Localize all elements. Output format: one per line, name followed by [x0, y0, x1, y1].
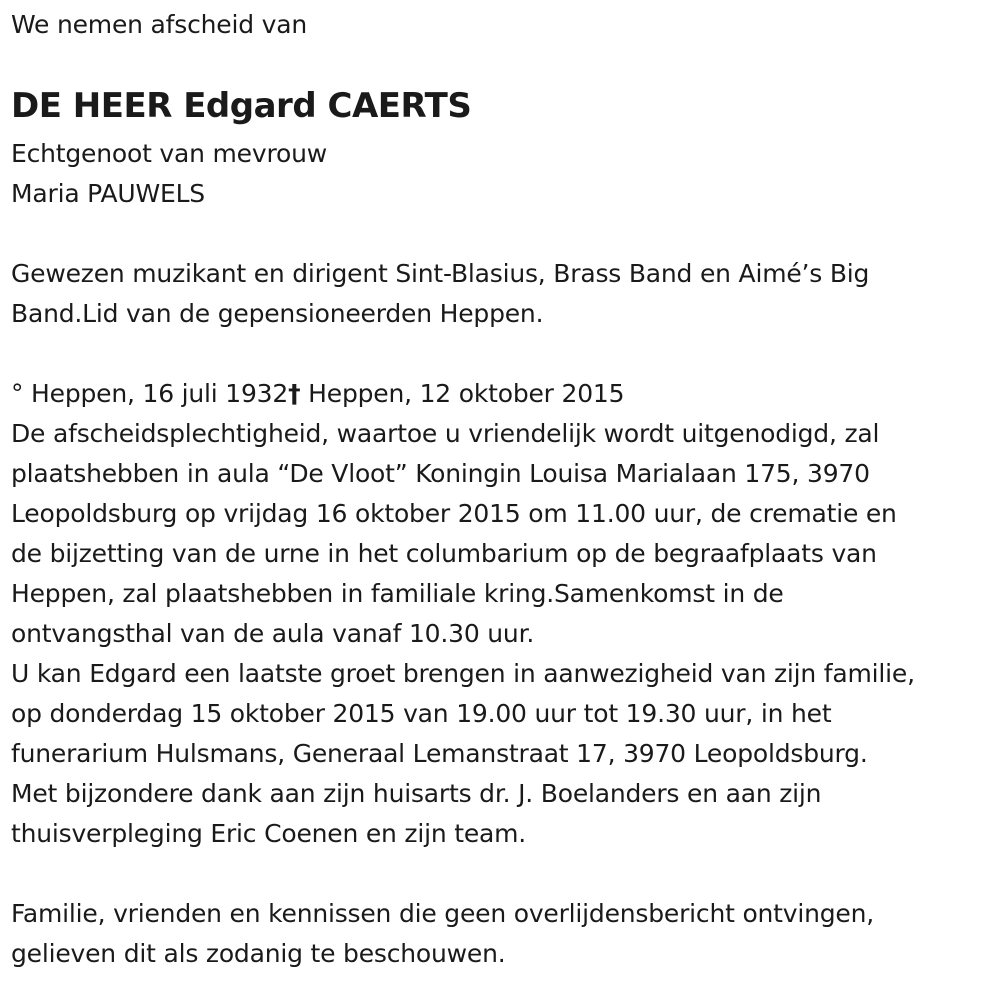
- ceremony-line: plaatshebben in aula “De Vloot” Koningin Louisa Marialaan 175, 3970: [11, 459, 870, 488]
- ceremony-line: De afscheidsplechtigheid, waartoe u vriendelijk wordt uitgenodigd, zal: [11, 419, 880, 448]
- intro-text: We nemen afscheid van: [11, 10, 307, 39]
- ceremony-line: Leopoldsburg op vrijdag 16 oktober 2015 om 11.00 uur, de crematie en: [11, 499, 897, 528]
- spouse-line-2: Maria PAUWELS: [11, 179, 205, 208]
- ceremony-line: ontvangsthal van de aula vanaf 10.30 uur.: [11, 619, 535, 648]
- ceremony-line: de bijzetting van de urne in het columbarium op de begraafplaats van: [11, 539, 877, 568]
- ceremony-line: funerarium Hulsmans, Generaal Lemanstraat 17, 3970 Leopoldsburg.: [11, 739, 868, 768]
- birth-text: ° Heppen, 16 juli 1932: [11, 379, 289, 408]
- spouse-line-1: Echtgenoot van mevrouw: [11, 139, 327, 168]
- ceremony-line: Met bijzondere dank aan zijn huisarts dr. J. Boelanders en aan zijn: [11, 779, 822, 808]
- closing-line-1: Familie, vrienden en kennissen die geen overlijdensbericht ontvingen,: [11, 899, 875, 928]
- death-text: Heppen, 12 oktober 2015: [300, 379, 625, 408]
- closing-line-2: gelieven dit als zodanig te beschouwen.: [11, 939, 506, 968]
- bio-line-2: Band.Lid van de gepensioneerden Heppen.: [11, 299, 544, 328]
- death-cross-icon: †: [288, 379, 301, 408]
- ceremony-line: U kan Edgard een laatste groet brengen in aanwezigheid van zijn familie,: [11, 659, 915, 688]
- ceremony-line: Heppen, zal plaatshebben in familiale kring.Samenkomst in de: [11, 579, 784, 608]
- birth-death-line: [11, 374, 624, 414]
- deceased-name-heading: DE HEER Edgard CAERTS: [11, 86, 472, 126]
- ceremony-line: thuisverpleging Eric Coenen en zijn team.: [11, 819, 527, 848]
- bio-line-1: Gewezen muzikant en dirigent Sint-Blasius, Brass Band en Aimé’s Big: [11, 259, 870, 288]
- ceremony-line: op donderdag 15 oktober 2015 van 19.00 uur tot 19.30 uur, in het: [11, 699, 832, 728]
